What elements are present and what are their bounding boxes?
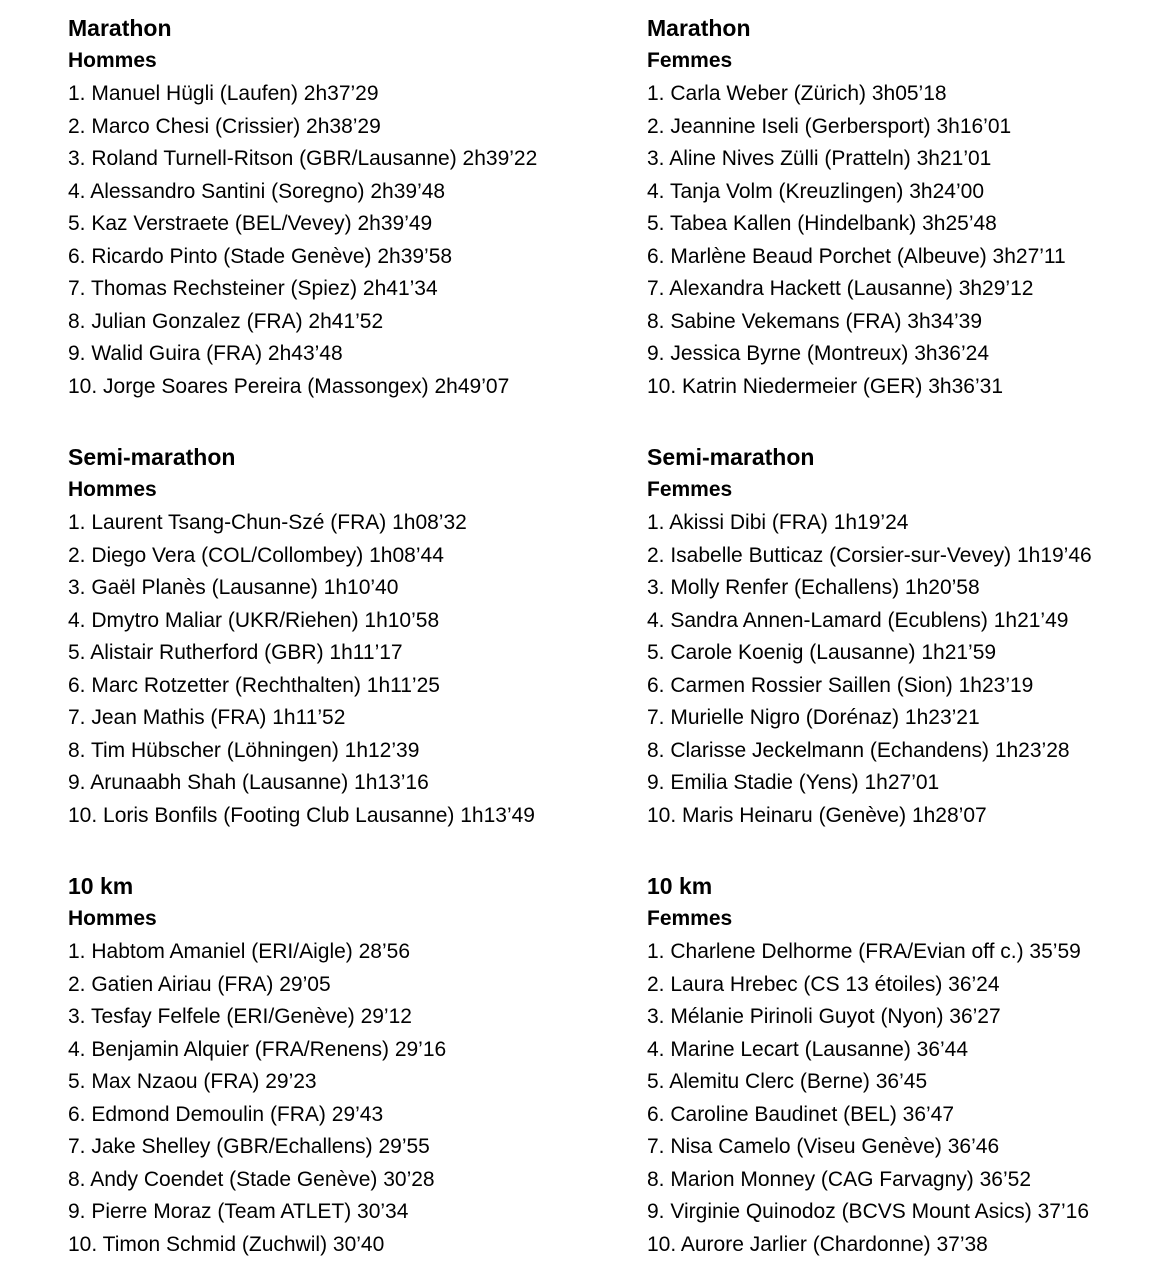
section-marathon-men [68,12,628,403]
result-item: 7. Nisa Camelo (Viseu Genève) 36’46 [647,1135,1000,1158]
result-item: 6. Caroline Baudinet (BEL) 36’47 [647,1102,955,1126]
result-item: 10. Maris Heinaru (Genève) 1h28’07 [647,803,987,827]
result-item: 4. Alessandro Santini (Soregno) 2h39’48 [68,179,446,203]
result-item: 4. Sandra Annen-Lamard (Ecublens) 1h21’49 [647,608,1069,632]
section-subtitle: Femmes [647,907,733,930]
result-item: 4. Tanja Volm (Kreuzlingen) 3h24’00 [647,179,984,203]
result-item: 1. Manuel Hügli (Laufen) 2h37’29 [68,82,379,105]
result-item: 9. Jessica Byrne (Montreux) 3h36’24 [647,342,989,365]
result-item: 1. Laurent Tsang-Chun-Szé (FRA) 1h08’32 [68,511,467,534]
result-item: 2. Marco Chesi (Crissier) 2h38’29 [68,114,381,138]
result-item: 2. Laura Hrebec (CS 13 étoiles) 36’24 [647,972,1000,996]
results-list [647,78,1176,403]
result-item: 7. Murielle Nigro (Dorénaz) 1h23’21 [647,706,980,729]
result-item: 3. Aline Nives Zülli (Pratteln) 3h21’01 [647,147,992,170]
result-item: 1. Akissi Dibi (FRA) 1h19’24 [647,511,909,534]
section-10km-men [68,870,628,1261]
result-item: 5. Tabea Kallen (Hindelbank) 3h25’48 [647,212,997,235]
result-item: 3. Tesfay Felfele (ERI/Genève) 29’12 [68,1005,412,1028]
results-list [68,507,628,832]
result-item: 6. Carmen Rossier Saillen (Sion) 1h23’19 [647,673,1034,697]
result-item: 5. Alemitu Clerc (Berne) 36’45 [647,1070,928,1093]
result-item: 3. Gaël Planès (Lausanne) 1h10’40 [68,576,399,599]
result-item: 8. Julian Gonzalez (FRA) 2h41’52 [68,309,384,333]
result-item: 5. Alistair Rutherford (GBR) 1h11’17 [68,641,403,664]
section-subtitle: Femmes [647,478,733,501]
result-item: 3. Mélanie Pirinoli Guyot (Nyon) 36’27 [647,1005,1001,1028]
result-item: 2. Diego Vera (COL/Collombey) 1h08’44 [68,543,444,567]
result-item: 9. Virginie Quinodoz (BCVS Mount Asics) 37’16 [647,1200,1090,1223]
result-item: 5. Max Nzaou (FRA) 29’23 [68,1070,317,1093]
section-marathon-women [647,12,1176,403]
section-10km-women [647,870,1176,1261]
result-item: 6. Ricardo Pinto (Stade Genève) 2h39’58 [68,244,453,268]
section-title: Semi-marathon [68,444,236,470]
result-item: 1. Carla Weber (Zürich) 3h05’18 [647,82,947,105]
result-item: 8. Sabine Vekemans (FRA) 3h34’39 [647,309,983,333]
column-women [647,12,1176,1261]
result-item: 6. Marlène Beaud Porchet (Albeuve) 3h27’11 [647,244,1066,268]
column-men [68,12,628,1261]
result-item: 2. Jeannine Iseli (Gerbersport) 3h16’01 [647,114,1012,138]
result-item: 10. Jorge Soares Pereira (Massongex) 2h49’07 [68,374,510,398]
result-item: 4. Benjamin Alquier (FRA/Renens) 29’16 [68,1037,447,1061]
section-title: 10 km [68,873,134,899]
result-item: 5. Carole Koenig (Lausanne) 1h21’59 [647,641,997,664]
result-item: 1. Charlene Delhorme (FRA/Evian off c.) 35’59 [647,940,1081,963]
result-item: 4. Marine Lecart (Lausanne) 36’44 [647,1037,969,1061]
result-item: 1. Habtom Amaniel (ERI/Aigle) 28’56 [68,940,410,963]
result-item: 10. Katrin Niedermeier (GER) 3h36’31 [647,374,1003,398]
result-item: 7. Alexandra Hackett (Lausanne) 3h29’12 [647,277,1034,300]
results-list [68,936,628,1261]
result-item: 8. Andy Coendet (Stade Genève) 30’28 [68,1167,435,1191]
section-subtitle: Femmes [647,49,733,72]
section-subtitle: Hommes [68,478,157,501]
result-item: 9. Pierre Moraz (Team ATLET) 30’34 [68,1200,409,1223]
result-item: 8. Clarisse Jeckelmann (Echandens) 1h23’28 [647,738,1070,762]
result-item: 10. Timon Schmid (Zuchwil) 30’40 [68,1232,385,1256]
result-item: 4. Dmytro Maliar (UKR/Riehen) 1h10’58 [68,608,440,632]
result-item: 7. Jean Mathis (FRA) 1h11’52 [68,706,346,729]
section-title: Marathon [68,15,172,41]
section-subtitle: Hommes [68,49,157,72]
result-item: 8. Marion Monney (CAG Farvagny) 36’52 [647,1167,1031,1191]
result-item: 5. Kaz Verstraete (BEL/Vevey) 2h39’49 [68,212,433,235]
result-item: 7. Thomas Rechsteiner (Spiez) 2h41’34 [68,277,438,300]
result-item: 7. Jake Shelley (GBR/Echallens) 29’55 [68,1135,430,1158]
section-title: Marathon [647,15,751,41]
result-item: 9. Walid Guira (FRA) 2h43’48 [68,342,343,365]
result-item: 2. Gatien Airiau (FRA) 29’05 [68,972,331,996]
result-item: 10. Loris Bonfils (Footing Club Lausanne) 1h13’49 [68,803,535,827]
section-subtitle: Hommes [68,907,157,930]
result-item: 10. Aurore Jarlier (Chardonne) 37’38 [647,1232,988,1256]
result-item: 9. Arunaabh Shah (Lausanne) 1h13’16 [68,771,429,794]
result-item: 3. Roland Turnell-Ritson (GBR/Lausanne) 2h39’22 [68,147,538,170]
result-item: 9. Emilia Stadie (Yens) 1h27’01 [647,771,940,794]
result-item: 6. Edmond Demoulin (FRA) 29’43 [68,1102,384,1126]
section-semi-marathon-women [647,441,1176,832]
result-item: 6. Marc Rotzetter (Rechthalten) 1h11’25 [68,673,440,697]
result-item: 8. Tim Hübscher (Löhningen) 1h12’39 [68,738,420,762]
section-semi-marathon-men [68,441,628,832]
results-list [68,78,628,403]
result-item: 2. Isabelle Butticaz (Corsier-sur-Vevey) 1h19’46 [647,543,1092,567]
result-item: 3. Molly Renfer (Echallens) 1h20’58 [647,576,980,599]
section-title: 10 km [647,873,713,899]
results-list [647,936,1176,1261]
section-title: Semi-marathon [647,444,815,470]
results-list [647,507,1176,832]
